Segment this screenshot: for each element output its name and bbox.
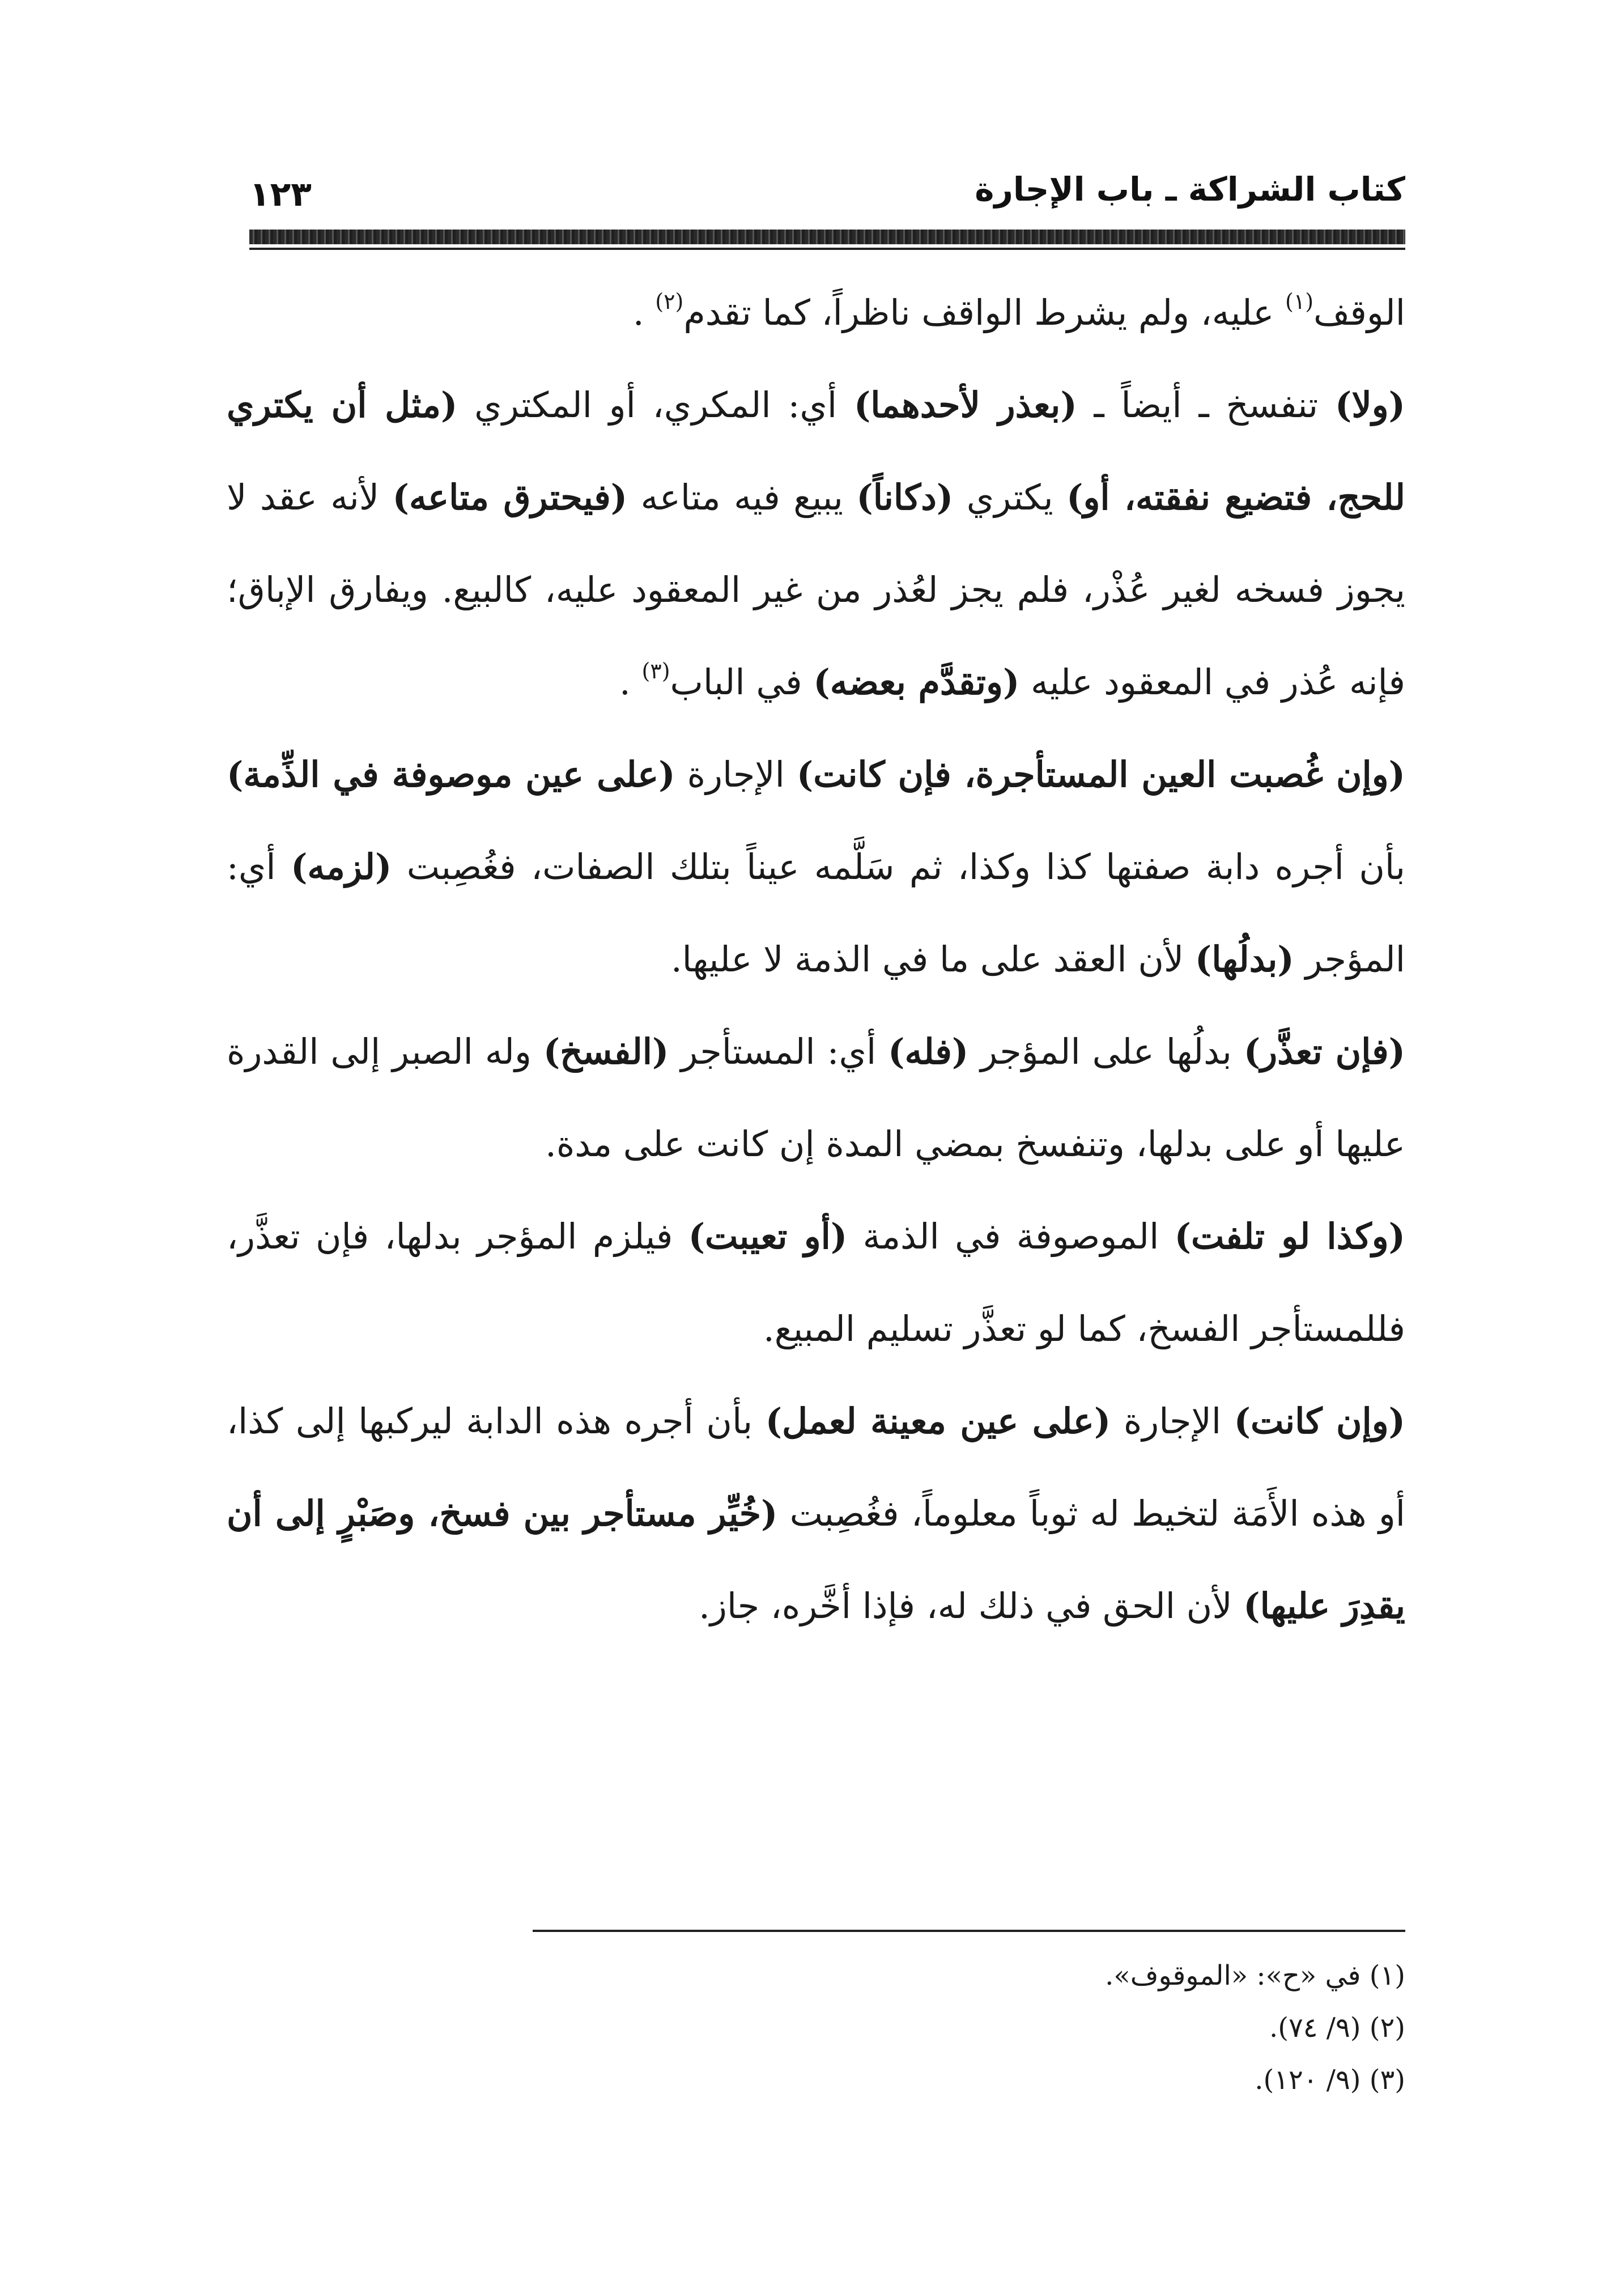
text-run: تنفسخ ـ أيضاً ـ (1077, 384, 1335, 426)
text-run: الإجارة (1111, 1400, 1234, 1442)
matn-text: (وتقدَّم بعضه) (813, 661, 1020, 703)
matn-text: (وإن كانت) (1234, 1400, 1405, 1442)
footnote-1: (١) في «ح»: «الموقوف». (1105, 1960, 1405, 1991)
matn-text: (فيحترق متاعه) (392, 477, 628, 518)
paragraph-3 (227, 728, 1405, 1005)
text-run: . (632, 292, 656, 333)
text-run: الوقف (1313, 292, 1405, 333)
matn-text: (الفسخ) (543, 1031, 669, 1072)
matn-text: (خُيِّر مستأجر بين فسخ، وصَبْرٍ إلى أن يقدِرَ عليها) (227, 1493, 1405, 1627)
header-rule (249, 230, 1405, 244)
paragraph-5 (227, 1190, 1405, 1375)
text-run: فيلزم المؤجر بدلها، فإن تعذَّر، فللمستأجر الفسخ، كما لو تعذَّر تسليم المبيع. (227, 1216, 1405, 1349)
text-run: يكتري (953, 477, 1067, 518)
footnote-marker-3: (٣) (641, 659, 670, 683)
text-run: لأن العقد على ما في الذمة لا عليها. (670, 939, 1195, 980)
header-title: كتاب الشراكة ـ باب الإجارة (975, 170, 1405, 209)
text-run: وله الصبر إلى القدرة عليها أو على بدلها، وتنفسخ بمضي المدة إن كانت على مدة. (227, 1031, 1405, 1165)
matn-text: (وإن غُصبت العين المستأجرة، فإن كانت) (796, 754, 1405, 795)
text-run: عليه، ولم يشرط الواقف ناظراً، كما تقدم (683, 292, 1285, 333)
matn-text: (مثل أن يكتري للحج، فتضيع نفقته، أو) (227, 384, 1405, 518)
text-run: أي: المستأجر (669, 1031, 888, 1072)
paragraph-6 (227, 1375, 1405, 1652)
paragraph-2 (227, 359, 1405, 728)
text-run: في الباب (670, 661, 814, 703)
matn-text: (أو تعيبت) (688, 1216, 848, 1257)
footnote-marker-2: (٢) (655, 289, 684, 314)
main-text (227, 266, 1405, 1652)
running-header (249, 164, 1405, 215)
text-run: يبيع فيه متاعه (627, 477, 857, 518)
text-run: بأن أجره دابة صفتها كذا وكذا، ثم سَلَّمه عيناً بتلك الصفات، فغُصِبت (392, 846, 1405, 888)
matn-text: (بدلُها) (1194, 939, 1294, 980)
text-run: لأن الحق في ذلك له، فإذا أخَّره، جاز. (699, 1585, 1244, 1627)
text-run: أي: المؤجر (227, 846, 1405, 980)
page-number: ١٢٣ (249, 175, 312, 214)
matn-text: (فإن تعذَّر) (1243, 1031, 1405, 1072)
matn-text: (على عين معينة لعمل) (765, 1400, 1111, 1442)
matn-text: (لزمه) (291, 846, 392, 888)
matn-text: (على عين موصوفة في الذِّمة) (227, 754, 675, 795)
paragraph-4 (227, 1005, 1405, 1190)
text-run: أي: المكري، أو المكتري (457, 384, 854, 426)
text-run: بأن أجره هذه الدابة ليركبها إلى كذا، أو هذه الأَمَة لتخيط له ثوباً معلوماً، فغُصِبت (227, 1400, 1406, 1534)
footnote-2: (٢) (٩/ ٧٤). (1269, 2012, 1405, 2044)
matn-text: (دكاناً) (856, 477, 954, 518)
matn-text: (فله) (888, 1031, 969, 1072)
text-run: بدلُها على المؤجر (968, 1031, 1244, 1072)
footnote-marker-1: (١) (1285, 289, 1314, 314)
footnote-separator (533, 1930, 1405, 1932)
matn-text: (بعذر لأحدهما) (853, 384, 1077, 426)
text-run: لأنه عقد لا يجوز فسخه لغير عُذْر، فلم يجز لعُذر من غير المعقود عليه، كالبيع. ويفارق الإباق؛ فإنه عُذر في المعقود عليه (227, 477, 1405, 703)
matn-text: (ولا) (1335, 384, 1405, 426)
text-run: . (619, 661, 642, 703)
text-run: الإجارة (675, 754, 797, 795)
footnote-3: (٣) (٩/ ١٢٠). (1255, 2064, 1405, 2096)
text-run: الموصوفة في الذمة (847, 1216, 1175, 1257)
footnotes (533, 1950, 1405, 2106)
matn-text: (وكذا لو تلفت) (1174, 1216, 1405, 1257)
paragraph-1 (227, 266, 1405, 359)
